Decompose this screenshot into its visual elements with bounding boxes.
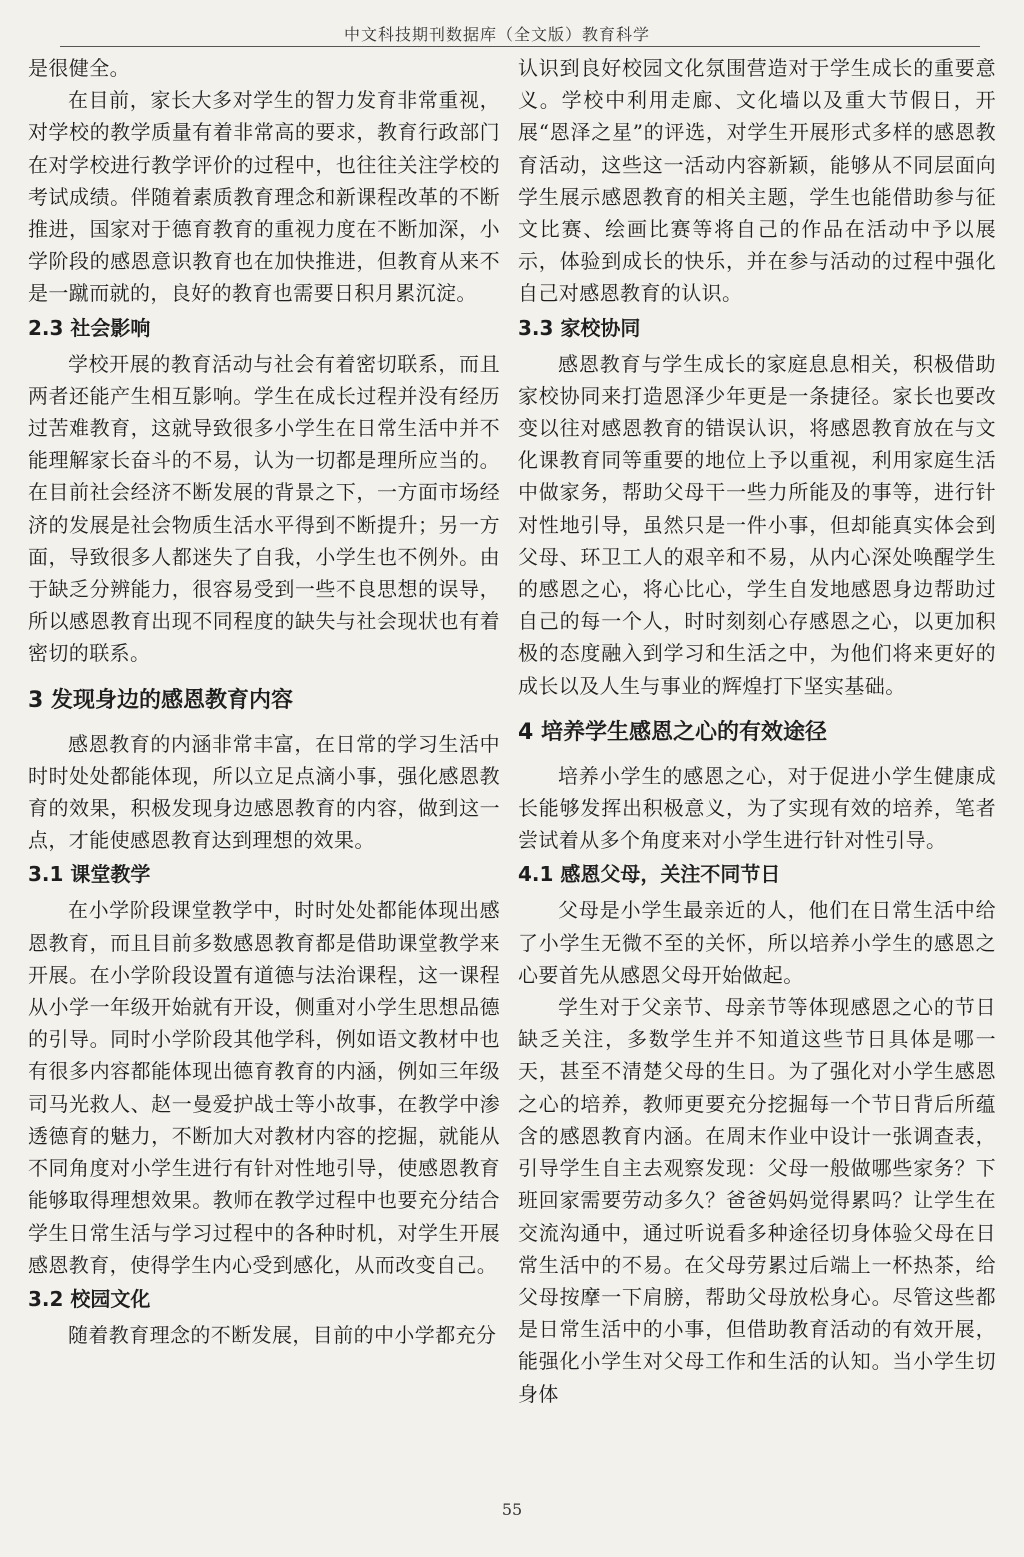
page-number: 55 [501,1500,523,1519]
heading-section-4: 4 培养学生感恩之心的有效途径 [518,719,827,745]
right-paragraph-1: 感恩教育与学生成长的家庭息息相关，积极借助家校协同来打造恩泽少年更是一条捷径。家长也要改变以往对感恩教育的错误认识，将感恩教育放在与文化课教育同等重要的地位上予以重视，利用家庭生活中做家务，帮助父母干一些力所能及的事等，进行针对性地引导，虽然只是一件小事，但却能真实体会到父母、环卫工人的艰辛和不易，从内心深处唤醒学生的感恩之心，将心比心，学生自发地感恩身边帮助过自己的每一个人，时时刻刻心存感恩之心，以更加积极的态度融入到学习和生活之中，为他们将来更好的成长以及人生与事业的辉煌打下坚实基础。 [518,351,996,698]
heading-3-1: 3.1 课堂教学 [28,862,151,887]
heading-section-3: 3 发现身边的感恩教育内容 [28,687,293,713]
left-paragraph-3: 感恩教育的内涵非常丰富，在日常的学习生活中时时处处都能体现，所以立足点滴小事，强化感恩教育的效果，积极发现身边感恩教育的内容，做到这一点，才能使感恩教育达到理想的效果。 [28,731,500,853]
heading-3-2: 3.2 校园文化 [28,1286,151,1311]
left-paragraph-2: 学校开展的教育活动与社会有着密切联系，而且两者还能产生相互影响。学生在成长过程并没有经历过苦难教育，这就导致很多小学生在日常生活中并不能理解家长奋斗的不易，认为一切都是理所应当的。在目前社会经济不断发展的背景之下，一方面市场经济的发展是社会物质生活水平得到不断提升；另一方面，导致很多人都迷失了自我，小学生也不例外。由于缺乏分辨能力，很容易受到一些不良思想的误导，所以感恩教育出现不同程度的缺失与社会现状也有着密切的联系。 [28,351,500,666]
right-paragraph-continued: 认识到良好校园文化氛围营造对于学生成长的重要意义。学校中利用走廊、文化墙以及重大节假日，开展“恩泽之星”的评选，对学生开展形式多样的感恩教育活动，这些这一活动内容新颖，能够从不同层面向学生展示感恩教育的相关主题，学生也能借助参与征文比赛、绘画比赛等将自己的作品在活动中予以展示，体验到成长的快乐，并在参与活动的过程中强化自己对感恩教育的认识。 [518,56,996,306]
journal-title: 中文科技期刊数据库（全文版）教育科学 [343,25,650,44]
left-paragraph-5: 随着教育理念的不断发展，目前的中小学都充分 [68,1322,497,1347]
left-column [28,52,500,1351]
right-paragraph-4: 学生对于父亲节、母亲节等体现感恩之心的节日缺乏关注，多数学生并不知道这些节日具体是哪一天，甚至不清楚父母的生日。为了强化对小学生感恩之心的培养，教师更要充分挖掘每一个节日背后所蕴含的感恩教育内涵。在周末作业中设计一张调查表，引导学生自主去观察发现：父母一般做哪些家务？下班回家需要劳动多久？爸爸妈妈觉得累吗？让学生在交流沟通中，通过听说看多种途径切身体验父母在日常生活中的不易。在父母劳累过后端上一杯热茶，给父母按摩一下肩膀，帮助父母放松身心。尽管这些都是日常生活中的小事，但借助教育活动的有效开展，能强化小学生对父母工作和生活的认知。当小学生切身体 [518,995,996,1406]
right-column [518,52,996,1410]
heading-2-3: 2.3 社会影响 [28,315,151,340]
right-paragraph-3: 父母是小学生最亲近的人，他们在日常生活中给了小学生无微不至的关怀，所以培养小学生的感恩之心要首先从感恩父母开始做起。 [518,898,996,987]
left-paragraph-continued: 是很健全。 [28,56,130,80]
left-paragraph-1: 在目前，家长大多对学生的智力发育非常重视，对学校的教学质量有着非常高的要求，教育行政部门在对学校进行教学评价的过程中，也往往关注学校的考试成绩。伴随着素质教育理念和新课程改革的不断推进，国家对于德育教育的重视力度在不断加深，小学阶段的感恩意识教育也在加快推进，但教育从来不是一蹴而就的，良好的教育也需要日积月累沉淀。 [28,88,500,306]
right-paragraph-2: 培养小学生的感恩之心，对于促进小学生健康成长能够发挥出积极意义，为了实现有效的培养，笔者尝试着从多个角度来对小学生进行针对性引导。 [518,763,996,853]
heading-3-3: 3.3 家校协同 [518,315,641,340]
left-paragraph-4: 在小学阶段课堂教学中，时时处处都能体现出感恩教育，而且目前多数感恩教育都是借助课堂教学来开展。在小学阶段设置有道德与法治课程，这一课程从小学一年级开始就有开设，侧重对小学生思想品德的引导。同时小学阶段其他学科，例如语文教材中也有很多内容都能体现出德育教育的内涵，例如三年级司马光救人、赵一曼爱护战士等小故事，在教学中渗透德育的魅力，不断加大对教材内容的挖掘，就能从不同角度对小学生进行有针对性地引导，使感恩教育能够取得理想效果。教师在教学过程中也要充分结合学生日常生活与学习过程中的各种时机，对学生开展感恩教育，使得学生内心受到感化，从而改变自己。 [28,898,500,1277]
running-header [60,10,980,47]
heading-4-1: 4.1 感恩父母，关注不同节日 [518,862,781,887]
